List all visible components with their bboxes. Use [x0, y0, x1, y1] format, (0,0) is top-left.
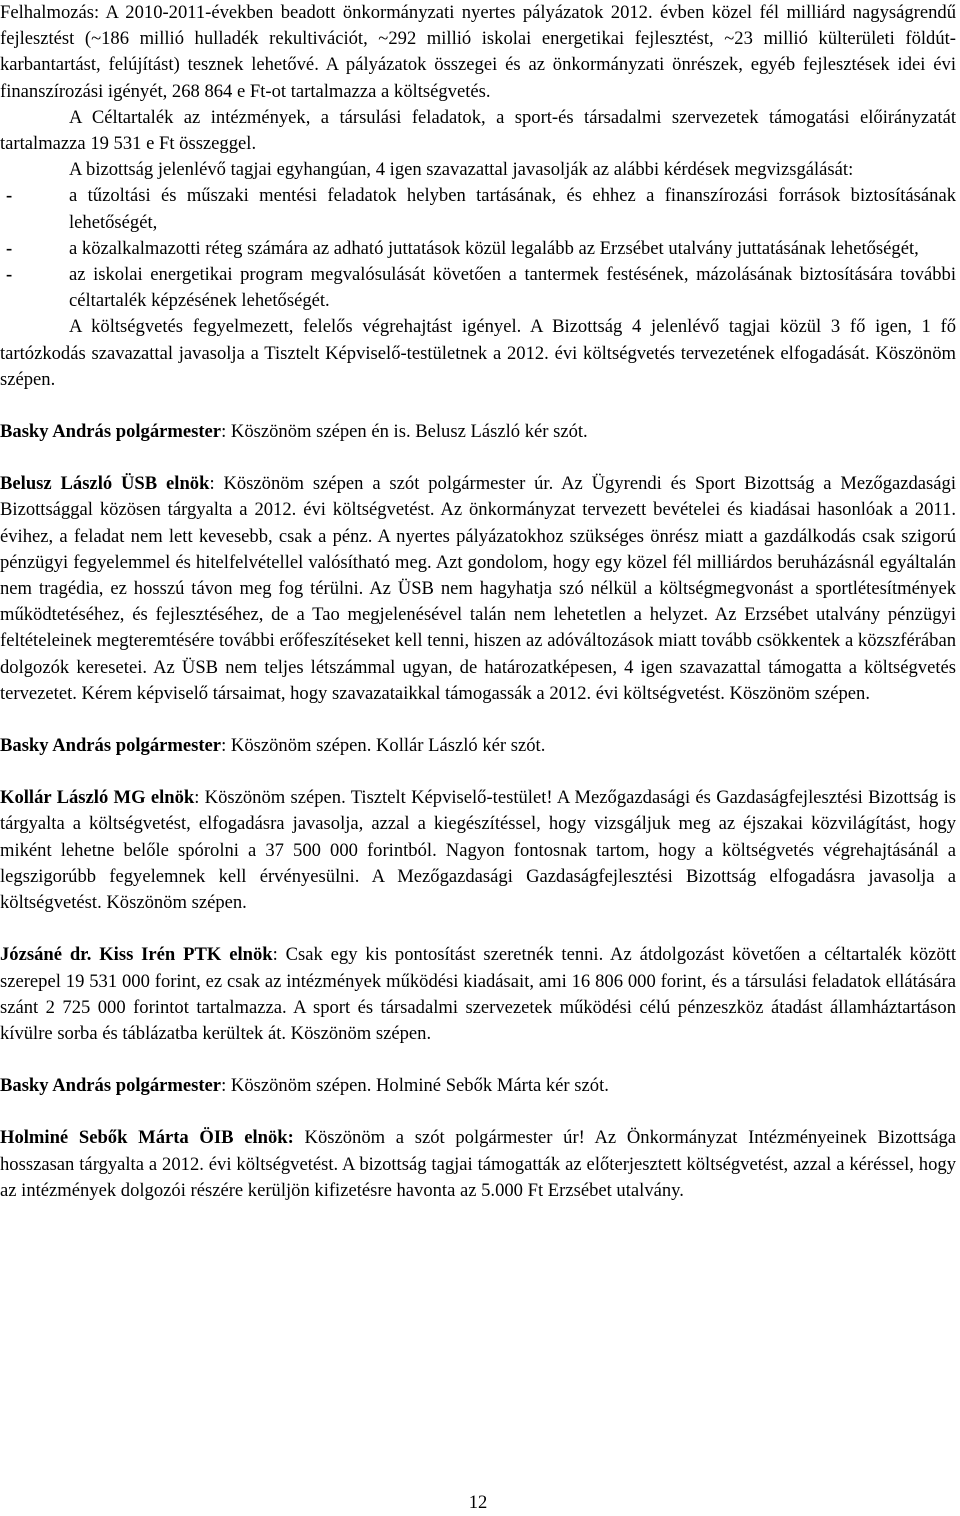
paragraph-kolsegvetes-fegyelem: A költségvetés fegyelmezett, felelős végrehajtást igényel. A Bizottság 4 jelenlévő tagjai közül 3 fő igen, 1 fő tartózkodás szavazattal javasolja a Tisztelt Képviselő-testületnek a 2012. évi költségvetés tervezetének elfogadását. Köszönöm szépen. [0, 316, 956, 390]
list-item: - a tűzoltási és műszaki mentési feladatok helyben tartásának, és ehhez a finanszírozási források biztosításának lehetőségét, [0, 183, 956, 235]
speech-basky-1 [0, 419, 956, 445]
list-item: - a közalkalmazotti réteg számára az adható juttatások közül legalább az Erzsébet utalvány juttatásának lehetőségét, [0, 236, 956, 262]
speech-text: : Csak egy kis pontosítást szeretnék tenni. Az átdolgozást követően a céltartalék között szerepel 19 531 000 forint, ez csak az intézmények működési kiadásait, ami 16 806 000 forint, és a társulási feladatok ellátására szánt 2 725 000 forintot tartalmazza. A sport és társadalmi szervezetek működési célú pénzeszköz átadást államháztartáson kívülre sorba és táblázatba kerültek át. Köszönöm szépen. [0, 944, 956, 1044]
speaker-name: Holminé Sebők Márta ÖIB elnök: [0, 1127, 294, 1149]
speaker-name: Kollár László MG elnök [0, 787, 195, 809]
list-item: - az iskolai energetikai program megvalósulását követően a tantermek festésének, mázolásának biztosítására további céltartalék képzésének lehetőségét. [0, 262, 956, 314]
speech-belusz [0, 471, 956, 707]
speech-text: : Köszönöm szépen. Kollár László kér szót. [221, 735, 546, 757]
speech-text: : Köszönöm szépen. Tisztelt Képviselő-testület! A Mezőgazdasági és Gazdaságfejlesztési Bizottság is tárgyalta a költségvetést, elfogadásra javasolja, azzal a kiegészítéssel, hogy vizsgáljuk meg az éjszakai közvilágítást, hogy miként lehetne belőle spórolni a 37 500 000 forintból. Nagyon fontosnak tartom, hogy a költségvetés végrehajtásánál a legszigorúbb fegyelemnek kell érvényesülni. A Mezőgazdasági Gazdaságfejlesztési Bizottság elfogadásra javasolja a költségvetést. Köszönöm szépen. [0, 787, 957, 914]
speech-text: Köszönöm a szót polgármester úr! Az Önkormányzat Intézményeinek Bizottsága hosszasan tárgyalta a 2012. évi költségvetést. A bizottság tagjai támogatták az előterjesztett költségvetést, azzal a kéréssel, hogy az intézmények dolgozói részére kerüljön kifizetésre havonta az 5.000 Ft Erzsébet utalvány. [0, 1127, 956, 1201]
speech-basky-3 [0, 1073, 956, 1099]
proposal-list [0, 183, 956, 314]
paragraph-felhalmozas: Felhalmozás: A 2010-2011-években beadott önkormányzati nyertes pályázatok 2012. évben közel fél milliárd nagyságrendű fejlesztést (~186 millió hulladék rekultivációt, ~292 millió iskolai energetikai fejlesztést, ~23 millió külterületi földút-karbantartást, felújítást) tesznek lehetővé. A pályázatok összegei és az önkormányzati önrészek, egyéb fejlesztések idei évi finanszírozási igényét, 268 864 e Ft-ot tartalmazza a költségvetés. [0, 2, 956, 102]
speech-kollar [0, 785, 956, 916]
paragraph-celtartalek: A Céltartalék az intézmények, a társulási feladatok, a sport-és társadalmi szervezetek támogatási előirányzatát tartalmazza 19 531 e Ft összeggel. [0, 106, 956, 155]
speech-text: : Köszönöm szépen a szót polgármester úr. Az Ügyrendi és Sport Bizottság a Mezőgazdasági Bizottsággal közösen tárgyalta a 2012. évi költségvetést. Az önkormányzat tervezett bevételei és kiadásai hasonlóak a 2011. évihez, a feladat nem lett kevesebb, csak a pénz. A nyertes pályázatokhoz szükséges önrész miatt a gazdálkodás csak szigorú pénzügyi fegyelemmel és hitelfelvétellel valósítható meg. Azt gondolom, hogy egy közel fél milliárdos beruházásnál egyáltalán nem tragédia, ez hosszú távon meg fog térülni. Az ÜSB nem hagyhatja szó nélkül a költségmegvonást a sportlétesítmények működtetéséhez, és fejlesztéséhez, de a Tao megjelenésével talán nem lehetetlen a helyzet. Az Erzsébet utalvány pénzügyi feltételeinek megteremtésére további erőfeszítéseket kell tenni, hiszen az adóváltozások miatt tovább csökkentek a közszférában dolgozók keresetei. Az ÜSB nem teljes létszámmal ugyan, de határozatképesen, 4 igen szavazattal támogatta a költségvetés tervezetet. Kérem képviselő társaimat, hogy szavazataikkal támogassák a 2012. évi költségvetést. Köszönöm szépen. [0, 473, 956, 704]
speaker-name: Józsáné dr. Kiss Irén PTK elnök [0, 944, 273, 966]
speaker-name: Basky András polgármester [0, 735, 222, 757]
speech-text: : Köszönöm szépen én is. Belusz László kér szót. [221, 421, 588, 443]
speaker-name: Basky András polgármester [0, 421, 222, 443]
speech-basky-2 [0, 733, 956, 759]
speech-holmine [0, 1125, 956, 1204]
speaker-name: Basky András polgármester [0, 1075, 222, 1097]
page-number: 12 [468, 1492, 488, 1513]
speech-jozsane [0, 942, 956, 1047]
speaker-name: Belusz László ÜSB elnök [0, 473, 210, 495]
speech-text: : Köszönöm szépen. Holminé Sebők Márta kér szót. [221, 1075, 609, 1097]
paragraph-bizottsag-javaslat: A bizottság jelenlévő tagjai egyhangúan, 4 igen szavazattal javasolják az alábbi kérdések megvizsgálását: [69, 159, 854, 181]
